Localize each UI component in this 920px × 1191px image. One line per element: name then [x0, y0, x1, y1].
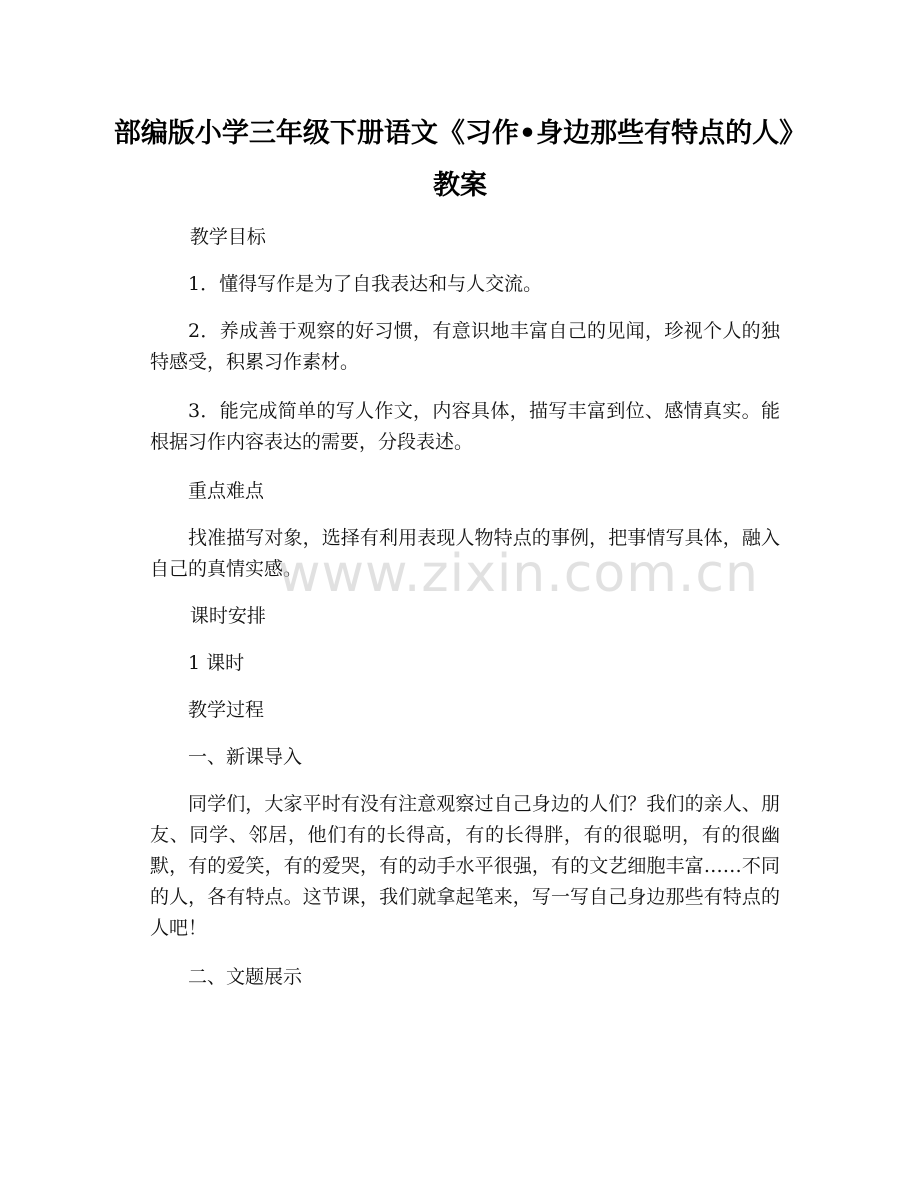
- key-points-text: 找准描写对象，选择有利用表现人物特点的事例，把事情写具体，融入自己的真情实感。: [150, 527, 780, 580]
- key-points-heading: 重点难点: [188, 480, 265, 502]
- schedule-text: 1 课时: [188, 652, 245, 674]
- goals-heading: 教学目标: [189, 226, 266, 248]
- goal-2: 2．养成善于观察的好习惯，有意识地丰富自己的见闻，珍视个人的独特感受，积累习作素材。: [150, 320, 780, 373]
- watermark: www.zixin.com.cn: [278, 544, 759, 604]
- goal-3: 3．能完成简单的写人作文，内容具体，描写丰富到位、感情真实。能根据习作内容表达的需要，分段表述。: [150, 400, 780, 453]
- step-2-heading: 二、文题展示: [188, 966, 303, 988]
- process-heading: 教学过程: [188, 699, 265, 721]
- goal-1: 1．懂得写作是为了自我表达和与人交流。: [188, 273, 543, 295]
- step-1-text: 同学们，大家平时有没有注意观察过自己身边的人们？我们的亲人、朋友、同学、邻居，他们有的长得高，有的长得胖，有的很聪明，有的很幽默，有的爱笑，有的爱哭，有的动手水平很强，有的文艺细胞丰富……不同的人，各有特点。这节课，我们就拿起笔来，写一写自己身边那些有特点的人吧！: [150, 793, 780, 939]
- document-body: [150, 222, 780, 993]
- schedule-heading: 课时安排: [189, 605, 266, 627]
- step-1-heading: 一、新课导入: [188, 746, 303, 768]
- document-title: 部编版小学三年级下册语文《习作•身边那些有特点的人》教案: [113, 118, 807, 201]
